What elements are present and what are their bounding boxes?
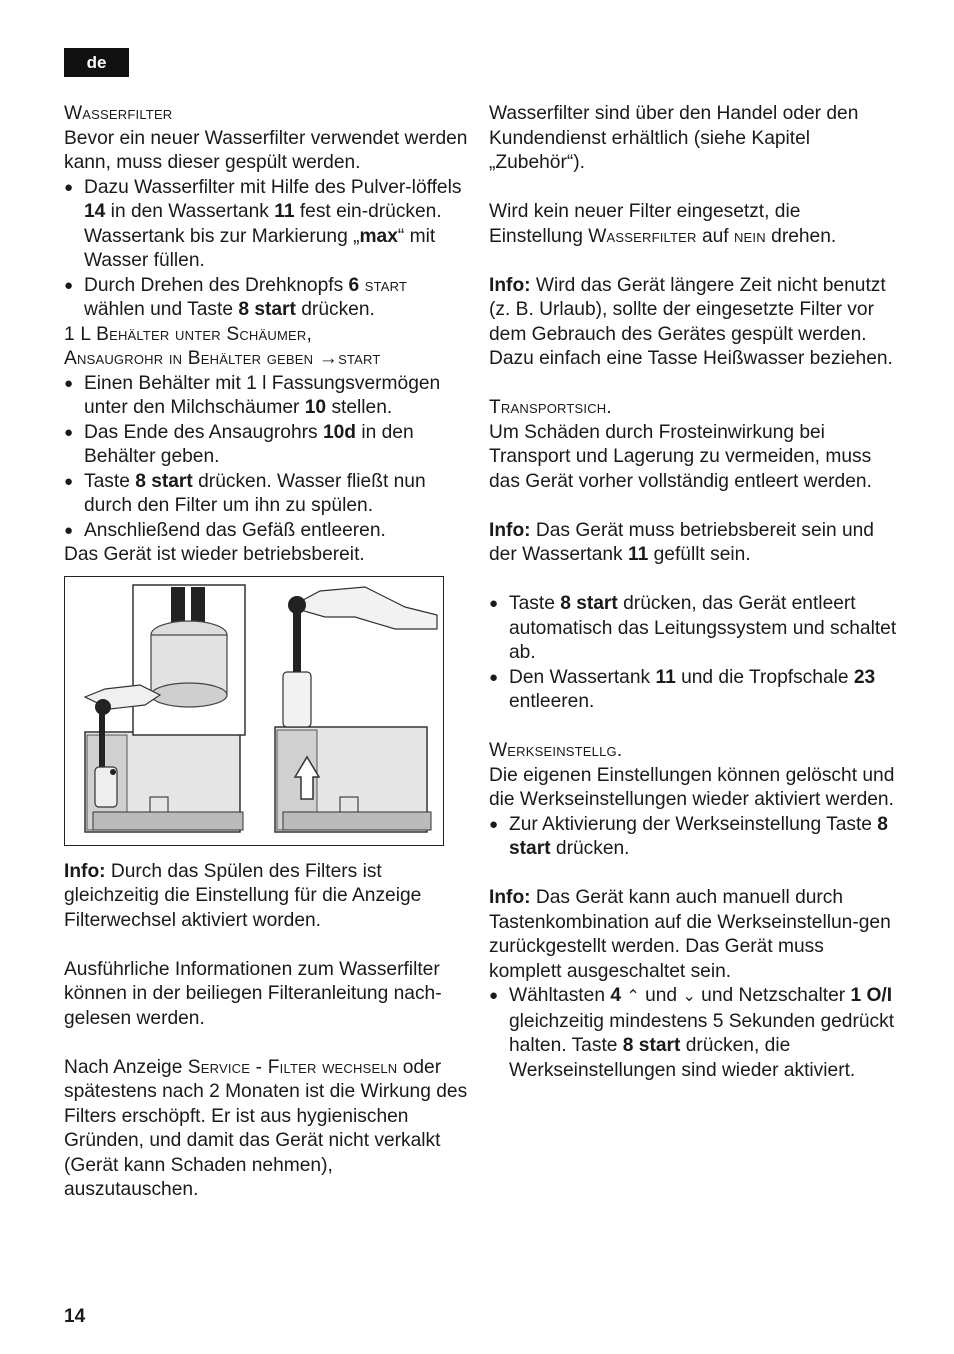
list-item: ● Wähltasten 4 ⌃ und ⌄ und Netzschalter 1 O/I gleichzeitig mindestens 5 Sekunden gedrückt halten. Taste 8 start drücken, die Werkseinstellungen sind wieder aktiviert. (489, 984, 899, 1083)
instruction-list (489, 984, 899, 1083)
section-heading-transport: Transportsich. (489, 397, 612, 418)
list-item: ● Zur Aktivierung der Werkseinstellung Taste 8 start drücken. (489, 813, 899, 862)
info-paragraph: Info: Das Gerät muss betriebsbereit sein und der Wassertank 11 gefüllt sein. (489, 519, 874, 565)
left-column (64, 102, 469, 1203)
chevron-down-icon: ⌄ (682, 988, 696, 1005)
factory-reset-paragraph: Die eigenen Einstellungen können gelöscht und die Werkseinstellungen wieder aktiviert werden. (489, 764, 895, 810)
list-item: ● Den Wassertank 11 und die Tropfschale 23 entleeren. (489, 666, 899, 715)
availability-paragraph: Wasserfilter sind über den Handel oder den Kundendienst erhältlich (siehe Kapitel „Zubehör“). (489, 103, 859, 173)
chevron-up-icon: ⌃ (626, 988, 640, 1005)
info-paragraph: Info: Das Gerät kann auch manuell durch Tastenkombination auf die Werkseinstellun-gen zurückgestellt werden. Das Gerät muss komplett ausgeschaltet sein. (489, 887, 891, 982)
right-column (489, 102, 899, 1083)
list-item: ● Einen Behälter mit 1 l Fassungsvermögen unter den Milchschäumer 10 stellen. (64, 372, 469, 421)
instruction-list (64, 372, 469, 544)
ready-text: Das Gerät ist wieder betriebsbereit. (64, 544, 365, 565)
language-tag: de (64, 48, 129, 77)
instruction-list (64, 176, 469, 323)
info-paragraph: Info: Durch das Spülen des Filters ist gleichzeitig die Einstellung für die Anzeige Filterwechsel aktiviert worden. (64, 860, 422, 931)
instruction-list (489, 592, 899, 715)
transport-paragraph: Um Schäden durch Frosteinwirkung bei Transport und Lagerung zu vermeiden, muss das Gerät vorher vollständig entleert werden. (489, 421, 872, 492)
intro-text: Bevor ein neuer Wasserfilter verwendet werden kann, muss dieser gespült werden. (64, 127, 468, 173)
display-text-1: 1 L Behälter unter Schäumer, (64, 323, 312, 345)
display-text-2: Ansaugrohr in Behälter geben →start (64, 348, 381, 369)
details-paragraph: Ausführliche Informationen zum Wasserfilter können in der beiliegen Filteranleitung nach-gelesen werden. (64, 958, 442, 1029)
section-heading-wasserfilter: Wasserfilter (64, 103, 173, 124)
replacement-paragraph: Nach Anzeige Service - Filter wechseln oder spätestens nach 2 Monaten ist die Wirkung des Filters erschöpft. Er ist aus hygienischen Gründen, und damit das Gerät nicht verkalkt (Gerät kann Schaden nehmen), auszutauschen. (64, 1056, 468, 1200)
section-heading-werkseinstellung: Werkseinstellg. (489, 740, 623, 761)
list-item: ● Taste 8 start drücken, das Gerät entleert automatisch das Leitungssystem und schaltet ab. (489, 592, 899, 666)
instruction-list (489, 813, 899, 862)
list-item: ● Durch Drehen des Drehknopfs 6 start wählen und Taste 8 start drücken. (64, 274, 469, 323)
list-item: ● Anschließend das Gefäß entleeren. (64, 519, 469, 544)
list-item: ● Das Ende des Ansaugrohrs 10d in den Behälter geben. (64, 421, 469, 470)
list-item: ● Dazu Wasserfilter mit Hilfe des Pulver-löffels 14 in den Wassertank 11 fest ein-drücken. Wassertank bis zur Markierung „max“ mit Wasser füllen. (64, 176, 469, 274)
illustration-svg (65, 577, 443, 845)
no-filter-paragraph: Wird kein neuer Filter eingesetzt, die Einstellung Wasserfilter auf nein drehen. (489, 201, 837, 247)
list-item: ● Taste 8 start drücken. Wasser fließt nun durch den Filter um ihn zu spülen. (64, 470, 469, 519)
filter-illustration (64, 576, 444, 846)
page-number: 14 (64, 1306, 86, 1327)
info-paragraph: Info: Wird das Gerät längere Zeit nicht benutzt (z. B. Urlaub), sollte der eingesetzte Filter vor dem Gebrauch des Gerätes gespült werden. Dazu einfach eine Tasse Heißwasser beziehen. (489, 274, 893, 369)
